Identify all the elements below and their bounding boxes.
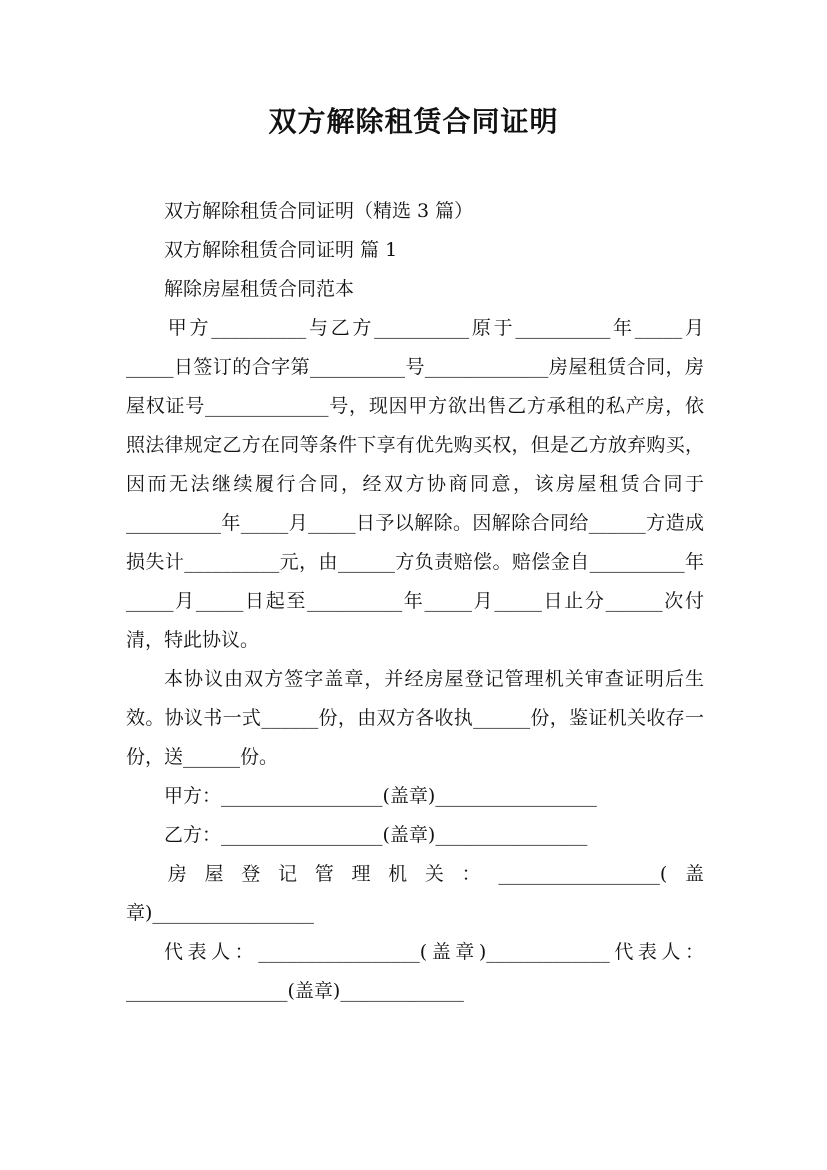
paragraph-effect: 本协议由双方签字盖章，并经房屋登记管理机关审查证明后生效。协议书一式______份，由双方各收执______份，鉴证机关收存一份，送______份。	[126, 668, 704, 768]
signature-party-b: 乙方：_________________(盖章)________________	[164, 824, 588, 846]
heading-part-1: 双方解除租赁合同证明 篇 1	[164, 239, 398, 261]
signature-authority: 房屋登记管理机关：_________________(盖章)_________________	[126, 863, 704, 924]
document-title: 双方解除租赁合同证明	[268, 105, 559, 138]
heading-selection: 双方解除租赁合同证明（精选 3 篇）	[164, 200, 474, 222]
signature-party-a: 甲方：_________________(盖章)_________________	[164, 785, 597, 807]
document-body	[126, 192, 704, 1011]
paragraph-agreement: 甲方__________与乙方__________原于__________年_____月_____日签订的合字第__________号_____________房屋租赁合同，房屋权证号_____________号，现因甲方欲出售乙方承租的私产房，依照法律规定乙方在同等条件下享有优先购买权，但是乙方放弃购买，因而无法继续履行合同，经双方协商同意，该房屋租赁合同于__________年_____月_____日予以解除。因解除合同给______方造成损失计__________元，由______方负责赔偿。赔偿金自__________年_____月_____日起至__________年_____月_____日止分______次付清，特此协议。	[126, 317, 704, 651]
signature-representatives: 代表人：_________________(盖章)_____________代表人：_________________(盖章)_____________	[126, 941, 704, 1002]
heading-template: 解除房屋租赁合同范本	[164, 278, 355, 300]
